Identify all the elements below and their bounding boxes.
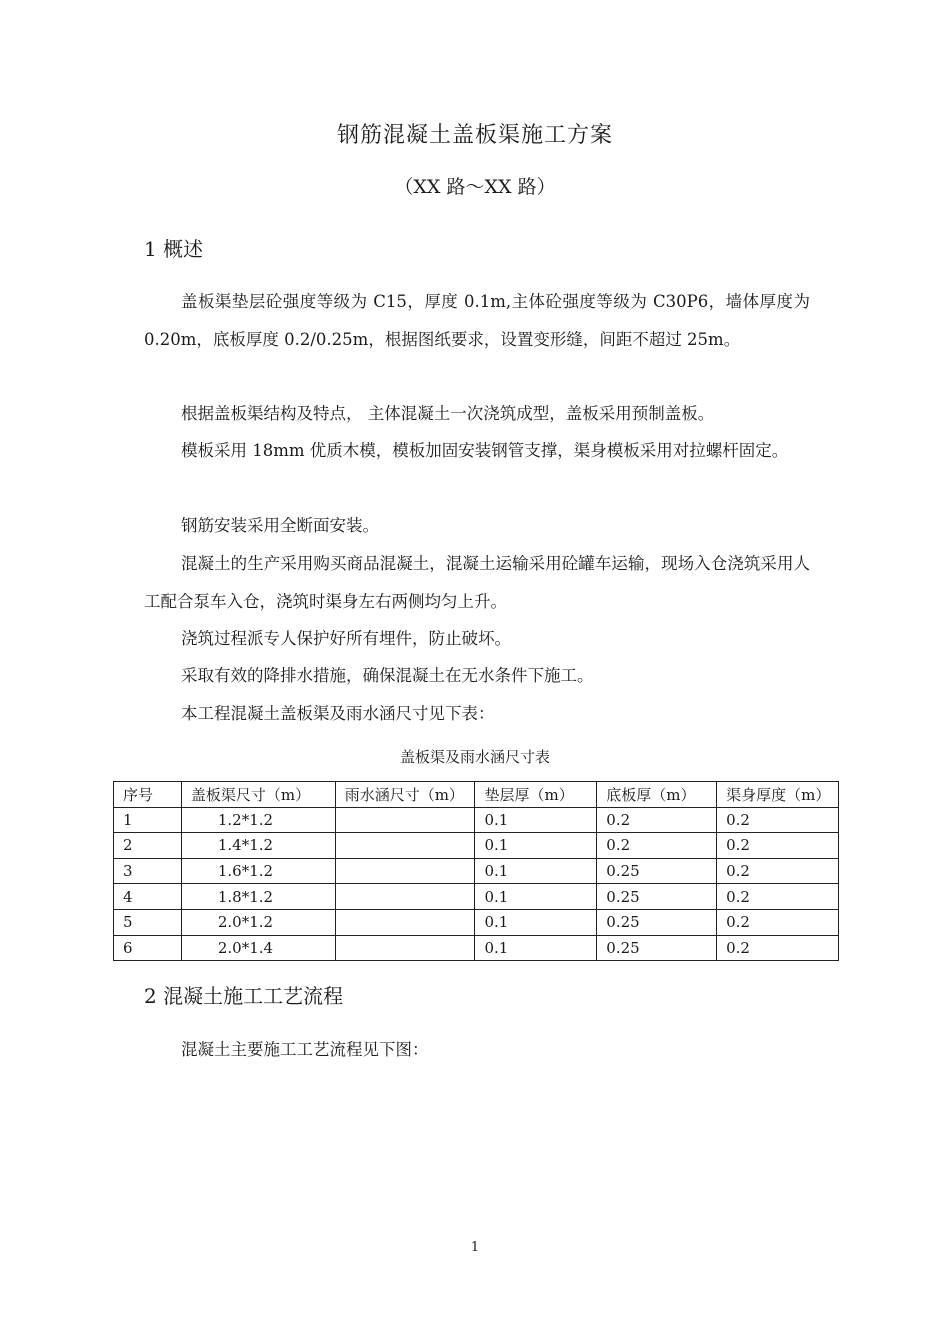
header-cell: 底板厚（m） bbox=[597, 782, 717, 808]
table-cell: 0.2 bbox=[717, 909, 839, 935]
table-cell: 2.0*1.2 bbox=[181, 909, 335, 935]
paragraph: 浇筑过程派专人保护好所有埋件，防止破坏。 bbox=[181, 629, 511, 648]
table-cell: 1.4*1.2 bbox=[181, 833, 335, 859]
header-cell: 盖板渠尺寸（m） bbox=[181, 782, 335, 808]
table-cell: 1.8*1.2 bbox=[181, 884, 335, 910]
paragraph: 采取有效的降排水措施，确保混凝土在无水条件下施工。 bbox=[181, 666, 594, 685]
page-number: 1 bbox=[470, 1240, 480, 1255]
table-cell: 0.2 bbox=[717, 935, 839, 961]
table-cell: 0.25 bbox=[597, 858, 717, 884]
table-cell: 0.25 bbox=[597, 909, 717, 935]
table-cell bbox=[335, 935, 475, 961]
table-cell bbox=[335, 884, 475, 910]
table-row bbox=[114, 833, 839, 859]
header-cell: 序号 bbox=[114, 782, 182, 808]
table-header-row bbox=[114, 782, 839, 808]
table-row bbox=[114, 884, 839, 910]
table-cell: 0.25 bbox=[597, 884, 717, 910]
table-cell: 0.1 bbox=[475, 833, 597, 859]
header-cell: 雨水涵尺寸（m） bbox=[335, 782, 475, 808]
table-caption: 盖板渠及雨水涵尺寸表 bbox=[399, 748, 550, 766]
table-row bbox=[114, 909, 839, 935]
table-cell: 0.1 bbox=[475, 884, 597, 910]
table-row bbox=[114, 807, 839, 833]
table-cell: 1.2*1.2 bbox=[181, 807, 335, 833]
section-heading-overview: 1 概述 bbox=[144, 237, 204, 261]
table-row bbox=[114, 935, 839, 961]
table-cell: 0.1 bbox=[475, 909, 597, 935]
table-cell: 2.0*1.4 bbox=[181, 935, 335, 961]
paragraph: 本工程混凝土盖板渠及雨水涵尺寸见下表： bbox=[181, 704, 495, 723]
table-cell: 3 bbox=[114, 858, 182, 884]
document-subtitle: （XX 路～XX 路） bbox=[394, 176, 556, 198]
table-cell: 0.2 bbox=[597, 807, 717, 833]
table-cell bbox=[335, 909, 475, 935]
table-cell: 0.2 bbox=[717, 807, 839, 833]
table-cell: 4 bbox=[114, 884, 182, 910]
table-cell: 0.2 bbox=[717, 884, 839, 910]
table-cell: 0.1 bbox=[475, 807, 597, 833]
table-cell: 2 bbox=[114, 833, 182, 859]
table-cell: 0.25 bbox=[597, 935, 717, 961]
table-cell: 1 bbox=[114, 807, 182, 833]
table-cell: 0.1 bbox=[475, 858, 597, 884]
table-cell: 6 bbox=[114, 935, 182, 961]
table-row bbox=[114, 858, 839, 884]
table-cell bbox=[335, 858, 475, 884]
paragraph: 混凝土主要施工工艺流程见下图： bbox=[181, 1040, 429, 1059]
table-cell: 1.6*1.2 bbox=[181, 858, 335, 884]
paragraph: 模板采用 18mm 优质木模，模板加固安装钢管支撑，渠身模板采用对拉螺杆固定。 bbox=[181, 441, 789, 460]
table-cell bbox=[335, 807, 475, 833]
paragraph: 盖板渠垫层砼强度等级为 C15，厚度 0.1m,主体砼强度等级为 C30P6，墙体厚度为 0.20m，底板厚度 0.2/0.25m，根据图纸要求，设置变形缝，间距不超过 25m。 bbox=[144, 292, 810, 349]
section-heading-process: 2 混凝土施工工艺流程 bbox=[144, 984, 344, 1008]
table-cell: 0.2 bbox=[597, 833, 717, 859]
dimensions-table bbox=[113, 781, 839, 961]
header-cell: 渠身厚度（m） bbox=[717, 782, 839, 808]
paragraph: 根据盖板渠结构及特点， 主体混凝土一次浇筑成型，盖板采用预制盖板。 bbox=[181, 404, 715, 423]
table-cell: 5 bbox=[114, 909, 182, 935]
table-cell: 0.2 bbox=[717, 858, 839, 884]
table-cell bbox=[335, 833, 475, 859]
header-cell: 垫层厚（m） bbox=[475, 782, 597, 808]
table-cell: 0.1 bbox=[475, 935, 597, 961]
paragraph: 混凝土的生产采用购买商品混凝土，混凝土运输采用砼罐车运输，现场入仓浇筑采用人工配合泵车入仓，浇筑时渠身左右两侧均匀上升。 bbox=[144, 554, 810, 611]
document-title: 钢筋混凝土盖板渠施工方案 bbox=[336, 123, 613, 148]
paragraph: 钢筋安装采用全断面安装。 bbox=[181, 516, 379, 535]
table-cell: 0.2 bbox=[717, 833, 839, 859]
